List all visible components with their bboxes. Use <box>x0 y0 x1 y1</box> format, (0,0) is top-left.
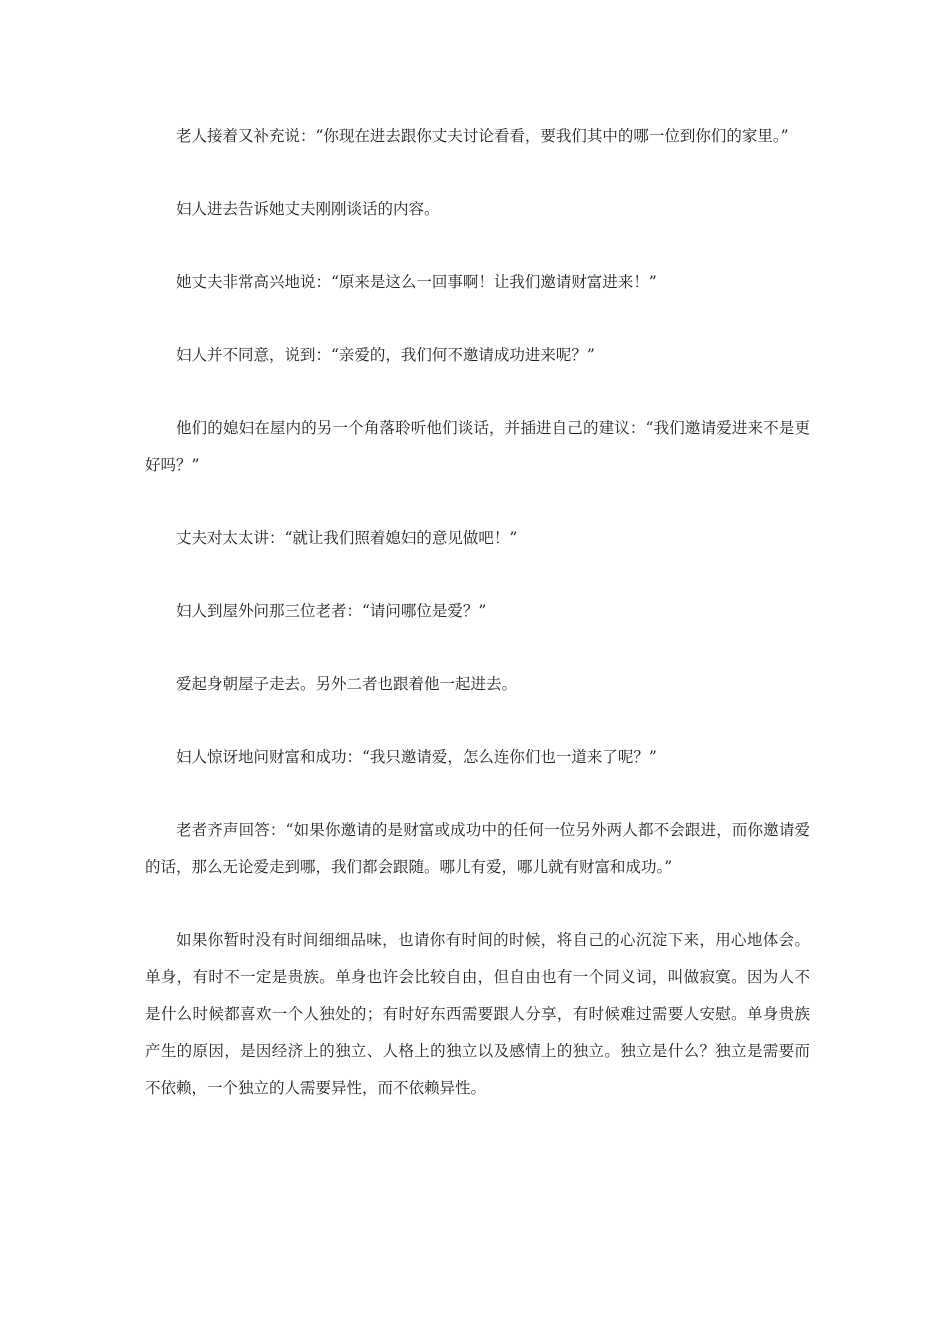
paragraph: 她丈夫非常高兴地说：“原来是这么一回事啊！让我们邀请财富进来！” <box>176 273 657 291</box>
paragraph: 妇人到屋外问那三位老者：“请问哪位是爱？” <box>176 602 487 620</box>
paragraph: 他们的媳妇在屋内的另一个角落聆听他们谈话，并插进自己的建议：“我们邀请爱进来不是更好吗？” <box>145 419 810 474</box>
paragraph: 丈夫对太太讲：“就让我们照着媳妇的意见做吧！” <box>176 529 518 547</box>
paragraph: 老人接着又补充说：“你现在进去跟你丈夫讨论看看，要我们其中的哪一位到你们的家里。” <box>176 127 789 145</box>
paragraph: 妇人进去告诉她丈夫刚刚谈话的内容。 <box>176 200 440 218</box>
paragraph: 老者齐声回答：“如果你邀请的是财富或成功中的任何一位另外两人都不会跟进，而你邀请爱的话，那么无论爱走到哪，我们都会跟随。哪儿有爱，哪儿就有财富和成功。” <box>145 821 810 876</box>
document-body <box>145 118 810 1143</box>
paragraph: 如果你暂时没有时间细细品味，也请你有时间的时候，将自己的心沉淀下来，用心地体会。单身，有时不一定是贵族。单身也许会比较自由，但自由也有一个同义词，叫做寂寞。因为人不是什么时候都喜欢一个人独处的；有时好东西需要跟人分享，有时候难过需要人安慰。单身贵族产生的原因，是因经济上的独立、人格上的独立以及感情上的独立。独立是什么？独立是需要而不依赖，一个独立的人需要异性，而不依赖异性。 <box>145 931 810 1097</box>
paragraph: 爱起身朝屋子走去。另外二者也跟着他一起进去。 <box>176 675 518 693</box>
paragraph: 妇人并不同意，说到：“亲爱的，我们何不邀请成功进来呢？” <box>176 346 595 364</box>
paragraph: 妇人惊讶地问财富和成功：“我只邀请爱，怎么连你们也一道来了呢？” <box>176 748 657 766</box>
